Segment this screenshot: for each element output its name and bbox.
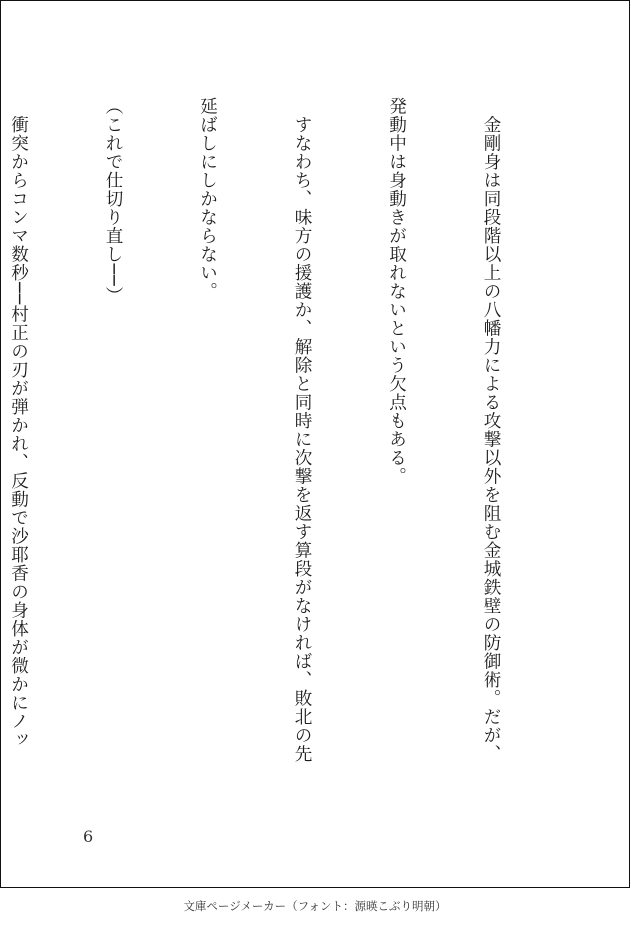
footer-caption: 文庫ページメーカー（フォント：源暎こぶり明朝） [183, 899, 447, 913]
body-text [0, 97, 569, 857]
text-line: 金剛身は同段階以上の八幡力による攻撃以外を阻む金城鉄壁の防御術。だが、 [481, 97, 501, 763]
text-line: （これで仕切り直し──） [103, 97, 123, 305]
text-line: 延ばしにしかならない。 [197, 97, 218, 301]
text-line: 発動中は身動きが取れないという欠点もある。 [386, 97, 407, 486]
text-line: すなわち、味方の援護か、解除と同時に次撃を返す算段がなければ、敗北の先 [292, 97, 312, 763]
text-line: 衝突からコンマ数秒──村正の刃が弾かれ、反動で沙耶香の身体が微かにノッ [8, 97, 29, 749]
page-number: 6 [83, 827, 94, 846]
